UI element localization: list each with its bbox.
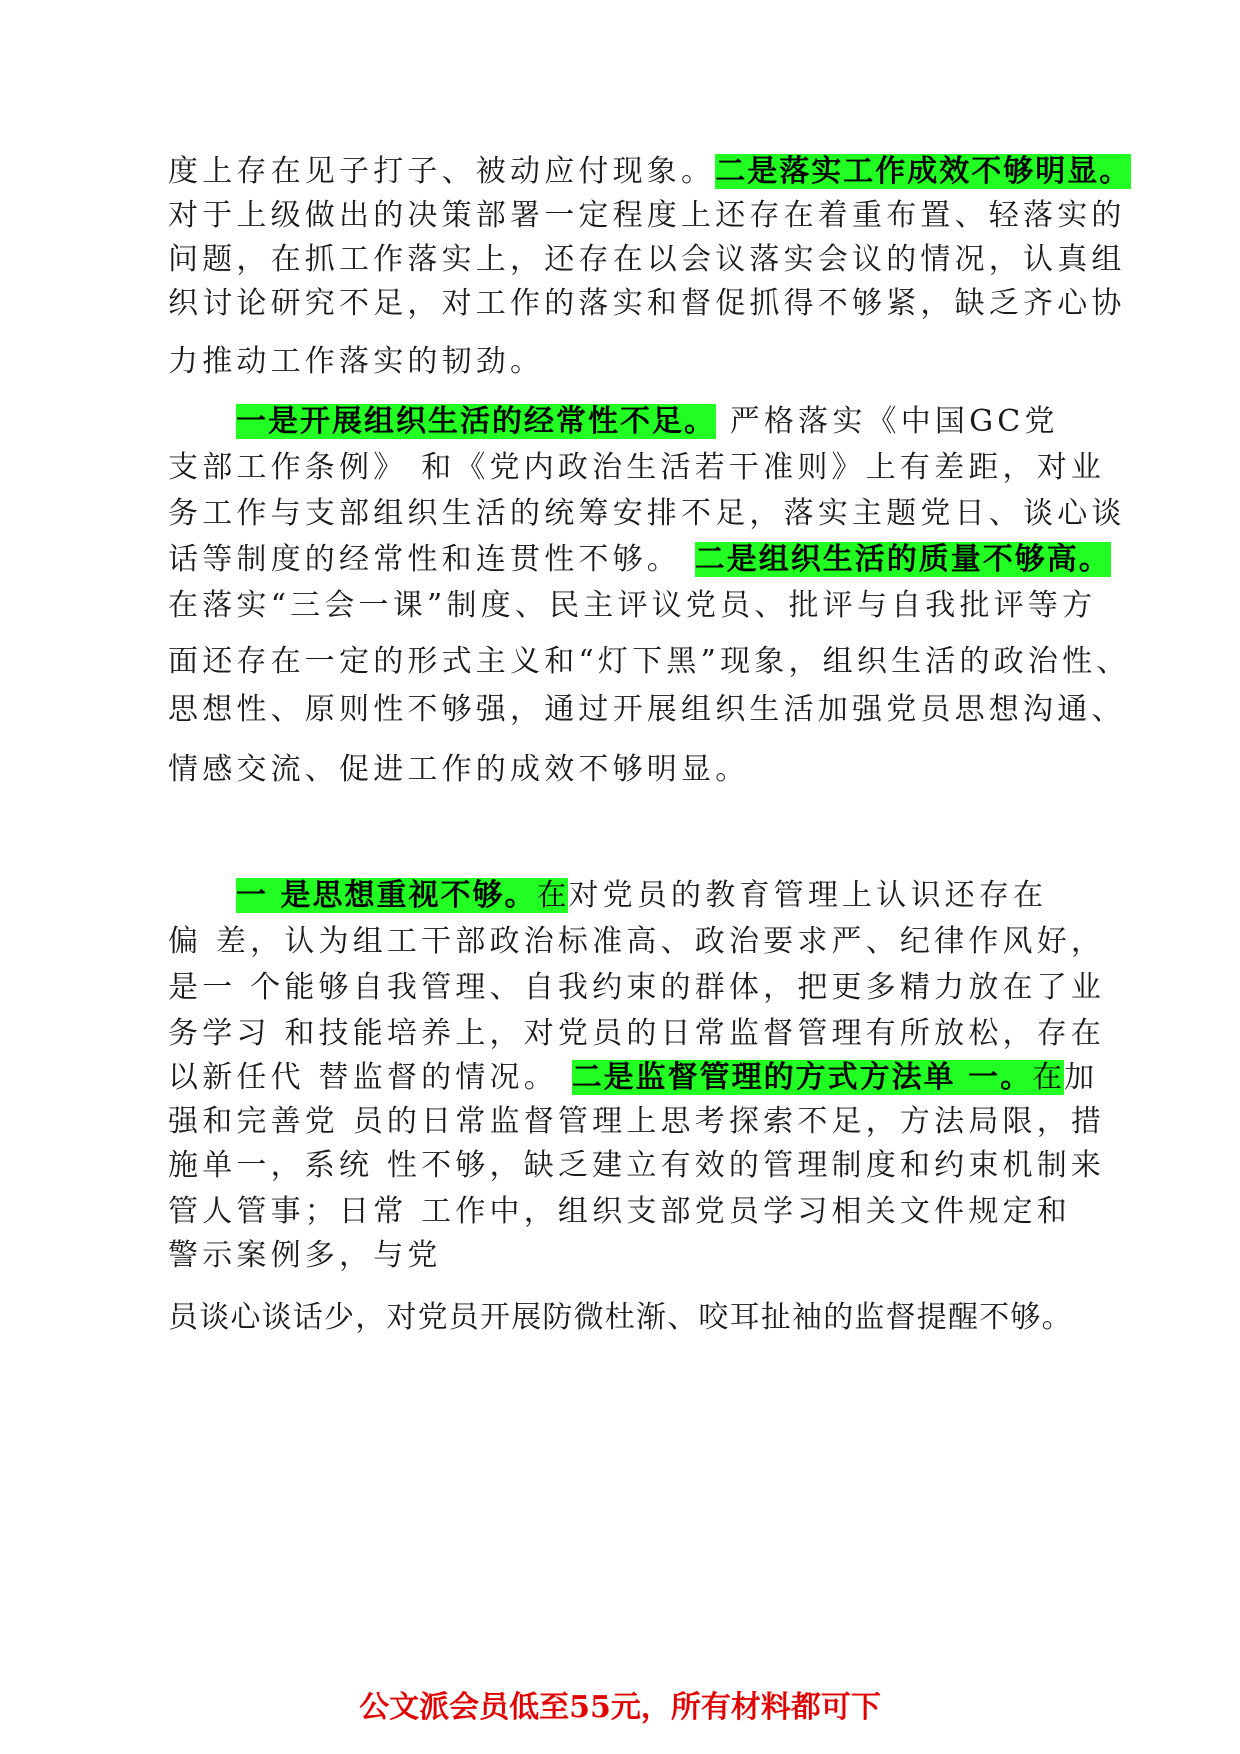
paragraph-line: 情感交流、促进工作的成效不够明显。 [168, 752, 750, 787]
body-text: 以新任代 替监督的情况。 [168, 1060, 558, 1095]
body-text: 话等制度的经常性和连贯性不够。 [168, 542, 681, 577]
paragraph-line [168, 1058, 1099, 1098]
paragraph-line [236, 402, 1088, 442]
paragraph-line: 对于上级做出的决策部署一定程度上还存在着重布置、轻落实的 [168, 198, 1126, 233]
promo-footer: 公文派会员低至55元，所有材料都可下 [359, 1690, 881, 1725]
paragraph-line: 是一 个能够自我管理、自我约束的群体，把更多精力放在了业 [168, 970, 1106, 1005]
paragraph-line: 在落实“三会一课”制度、民主评议党员、批评与自我批评等方 [168, 588, 1097, 623]
paragraph-line: 施单一，系统 性不够，缺乏建立有效的管理制度和约束机制来 [168, 1148, 1106, 1183]
paragraph-line [168, 540, 1111, 580]
body-text: 对党员的教育管理上认识还存在 [568, 878, 1048, 913]
paragraph-line: 思想性、原则性不够强，通过开展组织生活加强党员思想沟通、 [168, 692, 1126, 727]
paragraph-line: 力推动工作落实的韧劲。 [168, 344, 545, 379]
highlighted-heading: 二是组织生活的质量不够高。 [694, 542, 1111, 577]
highlighted-heading: 二是监督管理的方式方法单 一。 [571, 1060, 1033, 1095]
paragraph-line: 织讨论研究不足，对工作的落实和督促抓得不够紧，缺乏齐心协 [168, 286, 1126, 321]
highlighted-heading: 一 是思想重视不够。 [236, 878, 537, 913]
paragraph-line: 务工作与支部组织生活的统筹安排不足，落实主题党日、谈心谈 [168, 496, 1126, 531]
highlighted-heading: 二是落实工作成效不够明显。 [715, 154, 1132, 189]
body-text: 严格落实《中国GC党 [716, 404, 1059, 439]
paragraph-line: 警示案例多，与党 [168, 1238, 442, 1273]
paragraph-line: 支部工作条例》 和《党内政治生活若干准则》上有差距，对业 [168, 450, 1106, 485]
paragraph-line: 面还存在一定的形式主义和“灯下黑”现象，组织生活的政治性、 [168, 644, 1131, 679]
paragraph-line: 管人管事；日常 工作中，组织支部党员学习相关文件规定和 [168, 1194, 1071, 1229]
paragraph-line: 偏 差，认为组工干部政治标准高、政治要求严、纪律作风好， [168, 924, 1106, 959]
paragraph-line: 务学习 和技能培养上，对党员的日常监督管理有所放松，存在 [168, 1016, 1106, 1051]
highlighted-heading: 一是开展组织生活的经常性不足。 [236, 404, 716, 439]
paragraph-line [168, 152, 1132, 192]
paragraph-line [236, 876, 1088, 916]
paragraph-line: 问题，在抓工作落实上，还存在以会议落实会议的情况，认真组 [168, 242, 1126, 277]
highlighted-text: 在 [1032, 1060, 1065, 1095]
body-text: 加 [1064, 1060, 1099, 1095]
body-text: 度上存在见子打子、被动应付现象。 [168, 154, 716, 189]
highlighted-text: 在 [536, 878, 569, 913]
paragraph-line: 员谈心谈话少，对党员开展防微杜渐、咬耳扯袖的监督提醒不够。 [168, 1300, 1073, 1335]
paragraph-line: 强和完善党 员的日常监督管理上思考探索不足，方法局限，措 [168, 1104, 1106, 1139]
